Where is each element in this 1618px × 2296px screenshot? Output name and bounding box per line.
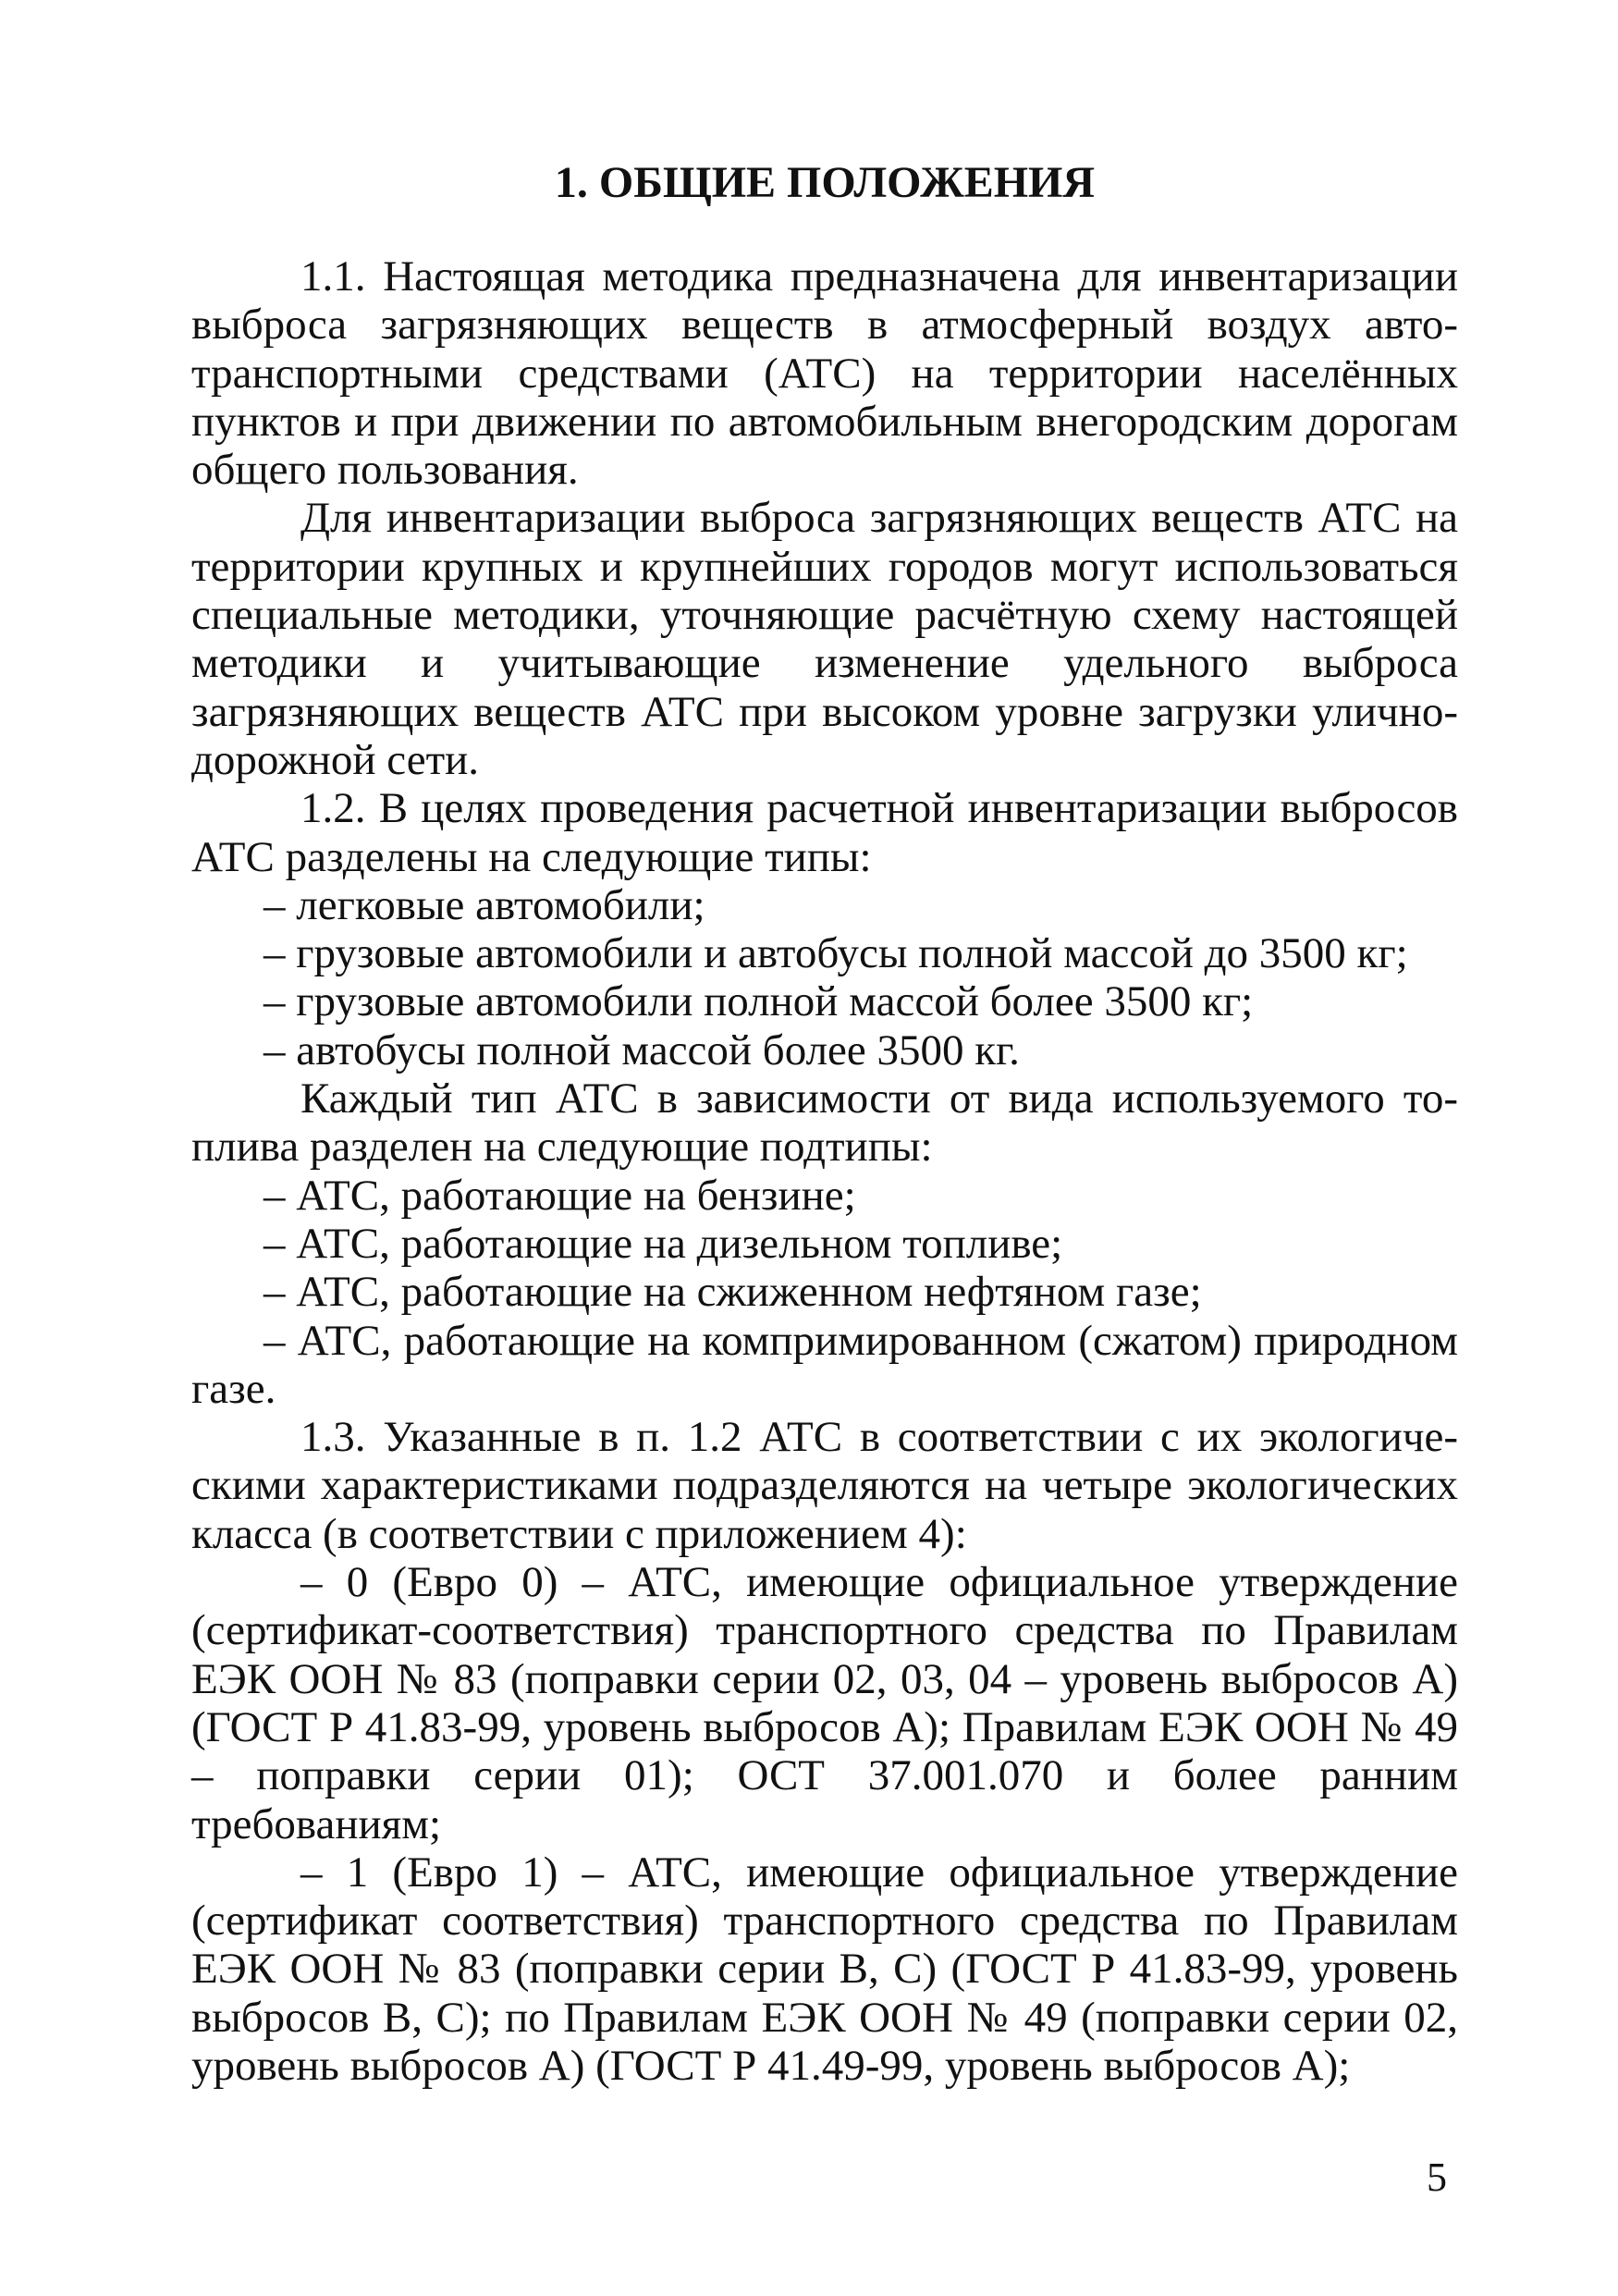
subtype-list-item: – АТС, работающие на дизельном топливе;: [264, 1219, 1063, 1268]
type-list-item: – грузовые автомобили и автобусы полной массой до 3500 кг;: [264, 929, 1408, 978]
paragraph-subtypes-intro: Каждый тип АТС в зависимости от вида используемого топлива разделен на следующие подтипы:: [191, 1074, 1458, 1172]
paragraph-1-1: 1.1. Настоящая методика предназначена для инвентаризации выброса загрязняющих веществ в атмосферный воздух автотранспортными средствами (АТС) на территории населённых пунктов и при движении по автомобильным внегородским дорогам общего пользования.: [191, 252, 1458, 495]
page-number: 5: [1427, 2155, 1447, 2200]
section-heading: 1. ОБЩИЕ ПОЛОЖЕНИЯ: [554, 158, 1096, 207]
eco-class-item: – 1 (Евро 1) – АТС, имеющие официальное утверждение (сертификат соответствия) транспортного средства по Правилам ЕЭК ООН № 83 (поправки серии В, С) (ГОСТ Р 41.83-99, уровень выбросов В, С); по Правилам ЕЭК ООН № 49 (поправки серии 02, уровень выбросов А) (ГОСТ Р 41.49-99, уровень выбросов А);: [191, 1848, 1458, 2090]
subtype-list-item: – АТС, работающие на компримированном (сжатом) природном газе.: [191, 1316, 1458, 1413]
paragraph-1-2: 1.2. В целях проведения расчетной инвентаризации выбросов АТС разделены на следующие типы:: [191, 784, 1458, 881]
type-list-item: – легковые автомобили;: [264, 880, 705, 929]
subtype-list-item: – АТС, работающие на сжиженном нефтяном газе;: [264, 1268, 1202, 1317]
type-list-item: – грузовые автомобили полной массой более 3500 кг;: [264, 977, 1254, 1026]
subtype-list-item: – АТС, работающие на бензине;: [264, 1171, 856, 1220]
page-content: [191, 155, 1458, 2090]
paragraph-large-cities: Для инвентаризации выброса загрязняющих веществ АТС на территории крупных и крупнейших городов могут использоваться специальные методики, уточняющие расчётную схему настоящей методики и учитывающие изменение удельного выброса загрязняющих веществ АТС при высоком уровне загрузки улично-дорожной сети.: [191, 494, 1458, 784]
type-list-item: – автобусы полной массой более 3500 кг.: [264, 1025, 1020, 1074]
paragraph-1-3: 1.3. Указанные в п. 1.2 АТС в соответствии с их экологическими характеристиками подразделяются на четыре экологических класса (в соответствии с приложением 4):: [191, 1413, 1458, 1558]
eco-class-item: – 0 (Евро 0) – АТС, имеющие официальное утверждение (сертификат-соответствия) транспортного средства по Правилам ЕЭК ООН № 83 (поправки серии 02, 03, 04 – уровень выбросов А) (ГОСТ Р 41.83-99, уровень выбросов А); Правилам ЕЭК ООН № 49 – поправки серии 01); ОСТ 37.001.070 и более ранним требованиям;: [191, 1558, 1458, 1848]
